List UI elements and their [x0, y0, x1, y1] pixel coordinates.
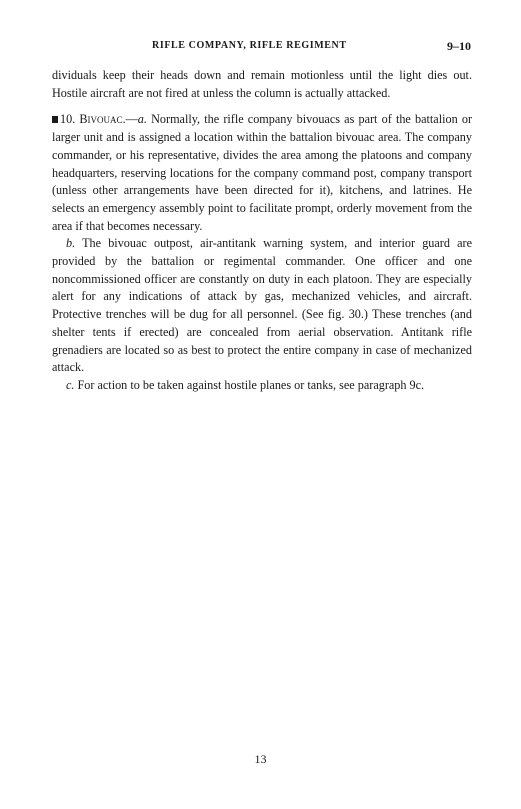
page-number: 13 [254, 752, 267, 766]
paragraph-10-b [52, 235, 472, 377]
running-title: RIFLE COMPANY, RIFLE REGIMENT [152, 40, 347, 51]
heading-dash: .— [122, 112, 138, 127]
subparagraph-letter-c: c. [66, 377, 75, 392]
section-number: 9–10 [447, 39, 471, 53]
paragraph-10-a [52, 111, 472, 235]
subparagraph-text-b: The bivouac outpost, air-antitank warning system, and interior guard are provided by the battalion or regimental commander. One officer and one noncommissioned officer are constantly on duty in each platoon. They are especially alert for any indications of attack by gas, mechanized vehicles, and aircraft. Protective trenches will be dug for all personnel. (See fig. 30.) These trenches (and shelter tents if erected) are concealed from aerial observation. Antitank rifle grenadiers are located so as best to protect the entire company in case of mechanized attack. [52, 236, 472, 375]
body-text [52, 67, 472, 395]
paragraph-heading: Bivouac [79, 112, 123, 127]
continued-paragraph: dividuals keep their heads down and remain motionless until the light dies out. Hostile aircraft are not fired at unless the column is actually attacked. [52, 68, 472, 100]
subparagraph-text-c: For action to be taken against hostile planes or tanks, see paragraph 9c. [74, 377, 425, 392]
paragraph-marker-icon [52, 116, 58, 123]
subparagraph-letter-a: a. [137, 112, 147, 127]
subparagraph-letter-b: b. [66, 236, 76, 251]
paragraph-10-c [52, 377, 472, 395]
paragraph-number: 10. [60, 112, 76, 127]
subparagraph-text-a: Normally, the rifle company bivouacs as part of the battalion or larger unit and is assigned a location within the battalion bivouac area. The company commander, or his representative, divides the area among the platoons and company headquarters, reserving locations for the company command post, company transport (unless other arrangements have been directed for it), kitchens, and latrines. He selects an emergency assembly point to facilitate prompt, orderly movement from the area if that becomes necessary. [52, 112, 472, 233]
